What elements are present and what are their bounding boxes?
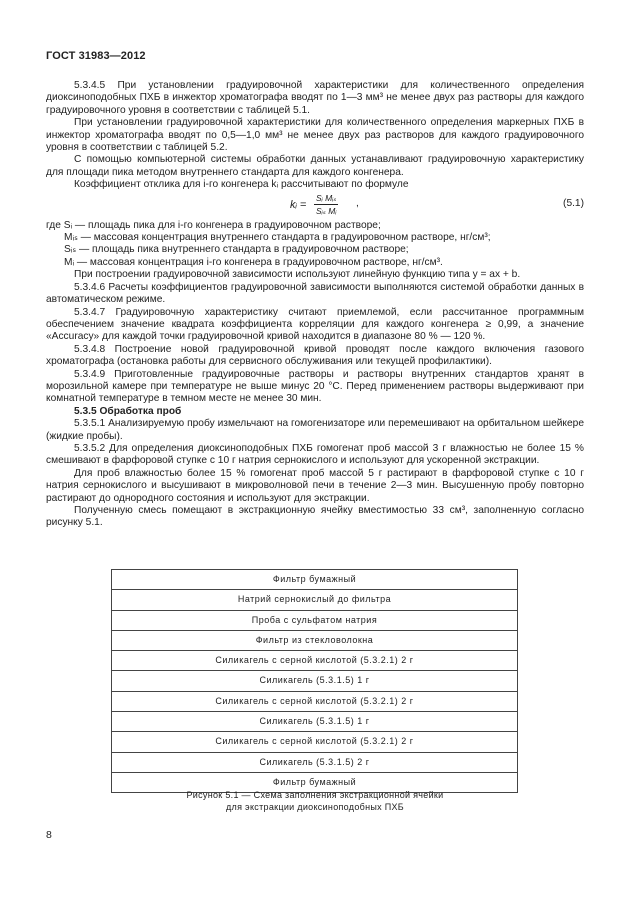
paragraph: 5.3.4.5 При установлении градуировочной характеристики для количественного определения диоксиноподобных ПХБ в инжектор хроматографа вводят по 1—3 мм³ не менее двух раз растворы для каждого градуировочного уровня в соответствии с таблицей 5.1. [46,80,584,116]
formula-lhs: kᵢ = [290,198,307,211]
scheme-row: Силикагель (5.3.1.5) 1 г [112,712,517,732]
scheme-row: Силикагель (5.3.1.5) 2 г [112,753,517,773]
formula-denominator: Sᵢₛ Mᵢ [316,205,337,216]
where-line: где Sᵢ — площадь пика для i-го конгенера в градуировочном растворе; [46,219,381,231]
scheme-row: Силикагель (5.3.1.5) 1 г [112,671,517,691]
formula-5-1 [46,193,584,220]
paragraph: При построении градуировочной зависимости используют линейную функцию типа y = ax + b. [74,269,521,281]
scheme-row: Силикагель с серной кислотой (5.3.2.1) 2 г [112,732,517,752]
scheme-row: Фильтр из стекловолокна [112,631,517,651]
paragraph: Для проб влажностью более 15 % гомогенат проб массой 5 г растирают в фарфоровой ступке с 10 г натрия сернокислого и высушивают в микроволновой печи в течение 2—3 мин. Высушенную пробу повторно растирают до однородного состояния и используют для экстракции. [46,467,584,504]
paragraph: 5.3.5.1 Анализируемую пробу измельчают на гомогенизаторе или перемешивают на орбитальном шейкере (жидкие пробы). [46,418,584,442]
caption-line: Рисунок 5.1 — Схема заполнения экстракционной ячейки [186,790,444,800]
scheme-row: Фильтр бумажный [112,570,517,590]
paragraph: 5.3.5.2 Для определения диоксиноподобных ПХБ гомогенат проб массой 3 г влажностью не более 15 % смешивают в фарфоровой ступке с 10 г натрия сернокислого и используют для ускоренной экстракции. [46,442,584,467]
where-line: Sᵢₛ — площадь пика внутреннего стандарта в градуировочном растворе; [64,244,409,256]
formula-fraction [314,193,338,216]
where-line: Mᵢ — массовая концентрация i-го конгенера в градуировочном растворе, нг/см³. [64,256,443,268]
paragraph: 5.3.4.9 Приготовленные градуировочные растворы и растворы внутренних стандартов хранят в морозильной камере при температуре не выше минус 20 °С. Перед применением растворы выдерживают при комнатной температуре в темном месте не менее 30 мин. [46,368,584,405]
body-text [46,80,584,530]
section-heading: 5.3.5 Обработка проб [74,405,182,417]
paragraph: 5.3.4.6 Расчеты коэффициентов градуировочной зависимости выполняются системой обработки данных в автоматическом режиме. [46,281,584,306]
document-header: ГОСТ 31983—2012 [46,50,146,62]
scheme-row: Проба с сульфатом натрия [112,611,517,631]
page-number: 8 [46,829,52,841]
extraction-cell-scheme [111,569,518,793]
paragraph: 5.3.4.8 Построение новой градуировочной кривой проводят после каждого включения газового хроматографа (остановка работы для сервисного обслуживания или текущей профилактики). [46,343,584,368]
paragraph: Полученную смесь помещают в экстракционную ячейку вместимостью 33 см³, заполненную согласно рисунку 5.1. [46,505,584,529]
scheme-row: Натрий сернокислый до фильтра [112,590,517,610]
paragraph: При установлении градуировочной характеристики для количественного определения маркерных ПХБ в инжектор хроматографа вводят по 0,5—1,0 мм³ не менее двух раз растворов для каждого градуировочного уровня в соответствии с таблицей 5.2. [46,117,584,154]
paragraph: С помощью компьютерной системы обработки данных устанавливают градуировочную характеристику для площади пика методом внутреннего стандарта для каждого конгенера. [46,154,584,178]
figure-caption [100,789,530,813]
formula-number: (5.1) [563,197,584,209]
where-line: Mᵢₛ — массовая концентрация внутреннего стандарта в градуировочном растворе, нг/см³; [64,232,491,244]
paragraph: 5.3.4.7 Градуировочную характеристику считают приемлемой, если рассчитанное программным обеспечением значение квадрата коэффициента корреляции для каждого конгенера ≥ 0,99, а значение «Accuracy» для каждой точки градуировочной кривой находится в диапазоне 80 % — 120 %. [46,306,584,343]
formula-numerator: Sᵢ Mᵢₛ [316,192,337,203]
scheme-row: Фильтр бумажный [112,773,517,793]
scheme-row: Силикагель с серной кислотой (5.3.2.1) 2 г [112,692,517,712]
caption-line: для экстракции диоксиноподобных ПХБ [225,802,405,812]
formula-comma: , [356,197,359,209]
scheme-row: Силикагель с серной кислотой (5.3.2.1) 2 г [112,651,517,671]
paragraph: Коэффициент отклика для i-го конгенера kᵢ рассчитывают по формуле [74,179,409,191]
